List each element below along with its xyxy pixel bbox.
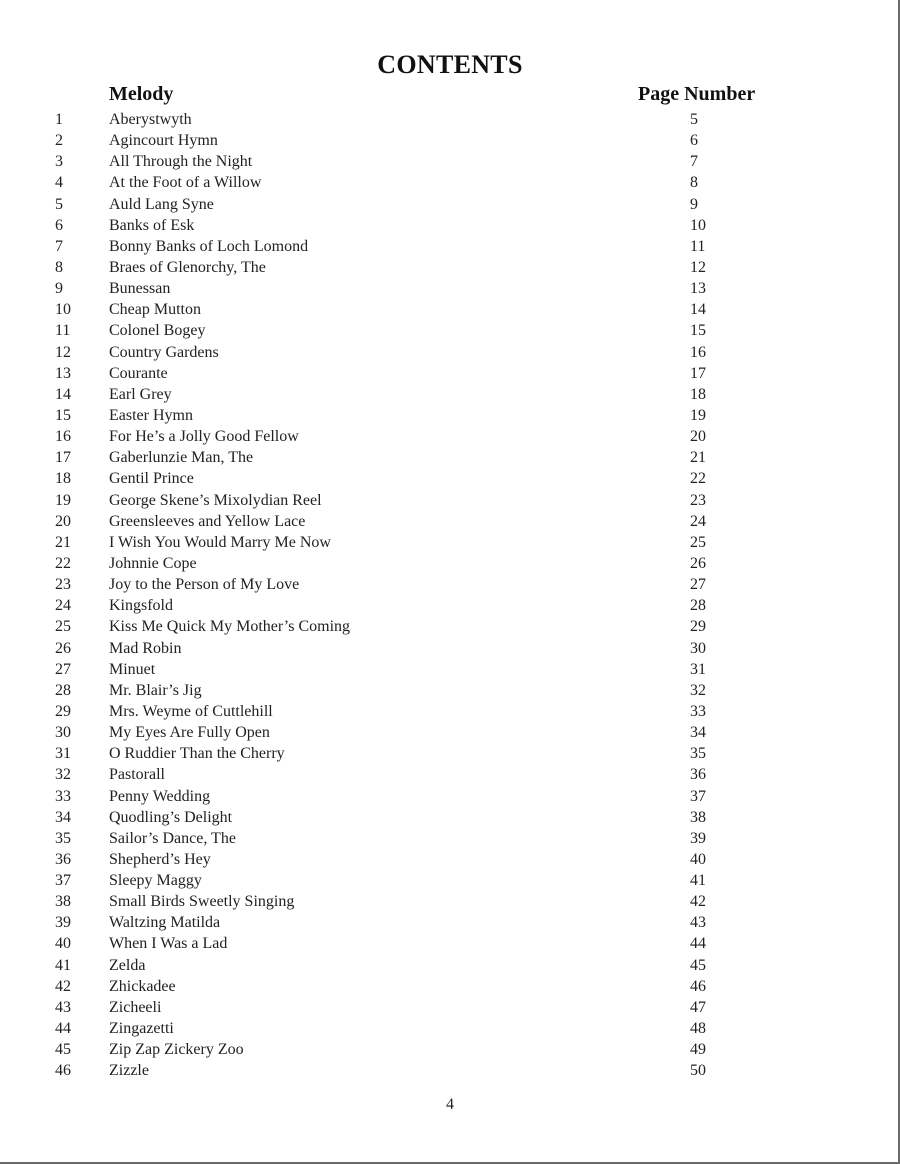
contents-row	[0, 786, 900, 807]
entry-melody-title: My Eyes Are Fully Open	[109, 724, 270, 742]
entry-page-number: 25	[690, 533, 706, 551]
entry-page-number: 38	[690, 808, 706, 826]
entry-page-number: 24	[690, 512, 706, 530]
entry-melody-title: Gentil Prince	[109, 470, 194, 488]
entry-number: 26	[55, 639, 71, 657]
contents-row	[0, 574, 900, 595]
entry-page-number: 31	[690, 660, 706, 678]
entry-number: 35	[55, 829, 71, 847]
entry-page-number: 14	[690, 301, 706, 319]
contents-row	[0, 342, 900, 363]
contents-row	[0, 1039, 900, 1060]
entry-melody-title: O Ruddier Than the Cherry	[109, 745, 285, 763]
entry-page-number: 11	[690, 237, 706, 255]
entry-number: 34	[55, 808, 71, 826]
entry-melody-title: Shepherd’s Hey	[109, 850, 211, 868]
entry-melody-title: Joy to the Person of My Love	[109, 576, 300, 594]
entry-page-number: 16	[690, 343, 706, 361]
entry-melody-title: Aberystwyth	[109, 111, 192, 128]
contents-list	[0, 109, 900, 1081]
entry-page-number: 17	[690, 364, 706, 382]
entry-number: 20	[55, 512, 71, 530]
entry-melody-title: George Skene’s Mixolydian Reel	[109, 491, 322, 509]
entry-melody-title: Small Birds Sweetly Singing	[109, 893, 295, 911]
entry-melody-title: At the Foot of a Willow	[109, 174, 262, 192]
entry-page-number: 12	[690, 258, 706, 276]
entry-page-number: 47	[690, 998, 706, 1016]
entry-number: 4	[55, 174, 63, 192]
contents-row	[0, 659, 900, 680]
contents-row	[0, 828, 900, 849]
contents-row	[0, 363, 900, 384]
contents-row	[0, 891, 900, 912]
entry-number: 14	[55, 385, 71, 403]
entry-page-number: 27	[690, 576, 706, 594]
page-number-column-header: Page Number	[638, 83, 756, 105]
entry-page-number: 9	[690, 195, 698, 213]
entry-page-number: 30	[690, 639, 706, 657]
entry-melody-title: I Wish You Would Marry Me Now	[109, 533, 331, 551]
entry-melody-title: Greensleeves and Yellow Lace	[109, 512, 306, 530]
entry-number: 15	[55, 406, 71, 424]
entry-page-number: 44	[690, 935, 706, 953]
entry-melody-title: Bonny Banks of Loch Lomond	[109, 237, 309, 255]
entry-melody-title: Courante	[109, 364, 168, 382]
entry-page-number: 21	[690, 449, 706, 467]
entry-number: 46	[55, 1062, 71, 1080]
entry-melody-title: Bunessan	[109, 280, 171, 298]
entry-melody-title: Cheap Mutton	[109, 301, 201, 319]
entry-number: 2	[55, 132, 63, 150]
entry-page-number: 35	[690, 745, 706, 763]
contents-row	[0, 849, 900, 870]
contents-row	[0, 997, 900, 1018]
entry-page-number: 37	[690, 787, 706, 805]
contents-row	[0, 701, 900, 722]
entry-page-number: 13	[690, 280, 706, 298]
entry-number: 5	[55, 195, 63, 213]
contents-row	[0, 638, 900, 659]
entry-melody-title: Penny Wedding	[109, 787, 211, 805]
contents-row	[0, 511, 900, 532]
contents-row	[0, 236, 900, 257]
entry-melody-title: Minuet	[109, 660, 156, 678]
contents-row	[0, 257, 900, 278]
entry-number: 40	[55, 935, 71, 953]
contents-row	[0, 595, 900, 616]
contents-row	[0, 616, 900, 637]
entry-number: 45	[55, 1041, 71, 1059]
entry-number: 36	[55, 850, 71, 868]
contents-row	[0, 172, 900, 193]
entry-page-number: 43	[690, 914, 706, 932]
entry-page-number: 48	[690, 1020, 706, 1038]
contents-row	[0, 426, 900, 447]
contents-row	[0, 320, 900, 341]
contents-row	[0, 151, 900, 172]
entry-page-number: 20	[690, 428, 706, 446]
contents-row	[0, 194, 900, 215]
page-title: CONTENTS	[377, 50, 523, 79]
contents-row	[0, 490, 900, 511]
entry-number: 33	[55, 787, 71, 805]
melody-column-header: Melody	[109, 83, 174, 105]
entry-number: 11	[55, 322, 71, 340]
contents-row	[0, 278, 900, 299]
entry-melody-title: Mrs. Weyme of Cuttlehill	[109, 702, 273, 720]
entry-melody-title: For He’s a Jolly Good Fellow	[109, 428, 299, 446]
contents-row	[0, 384, 900, 405]
entry-page-number: 45	[690, 956, 706, 974]
entry-number: 19	[55, 491, 71, 509]
entry-melody-title: Zicheeli	[109, 998, 162, 1016]
entry-page-number: 34	[690, 724, 706, 742]
entry-page-number: 28	[690, 597, 706, 615]
entry-melody-title: Easter Hymn	[109, 406, 193, 424]
entry-page-number: 23	[690, 491, 706, 509]
entry-page-number: 36	[690, 766, 706, 784]
contents-row	[0, 299, 900, 320]
entry-number: 31	[55, 745, 71, 763]
entry-page-number: 50	[690, 1062, 706, 1080]
entry-melody-title: Pastorall	[109, 766, 165, 784]
entry-melody-title: Mad Robin	[109, 639, 182, 657]
entry-melody-title: All Through the Night	[109, 153, 253, 171]
entry-number: 32	[55, 766, 71, 784]
contents-row	[0, 130, 900, 151]
entry-number: 41	[55, 956, 71, 974]
entry-melody-title: Zelda	[109, 956, 146, 974]
contents-row	[0, 933, 900, 954]
entry-number: 18	[55, 470, 71, 488]
entry-number: 13	[55, 364, 71, 382]
entry-melody-title: Sleepy Maggy	[109, 872, 202, 890]
entry-melody-title: Kiss Me Quick My Mother’s Coming	[109, 618, 351, 636]
entry-number: 39	[55, 914, 71, 932]
entry-number: 17	[55, 449, 71, 467]
entry-page-number: 15	[690, 322, 706, 340]
entry-melody-title: Agincourt Hymn	[109, 132, 218, 150]
entry-melody-title: Zip Zap Zickery Zoo	[109, 1041, 244, 1059]
entry-page-number: 6	[690, 132, 698, 150]
entry-number: 10	[55, 301, 71, 319]
entry-number: 38	[55, 893, 71, 911]
entry-number: 37	[55, 872, 71, 890]
entry-number: 24	[55, 597, 71, 615]
entry-melody-title: Country Gardens	[109, 343, 219, 361]
contents-row	[0, 405, 900, 426]
entry-melody-title: Colonel Bogey	[109, 322, 206, 340]
contents-row	[0, 532, 900, 553]
entry-number: 22	[55, 554, 71, 572]
contents-row	[0, 553, 900, 574]
entry-page-number: 29	[690, 618, 706, 636]
entry-number: 9	[55, 280, 63, 298]
entry-page-number: 5	[690, 111, 698, 128]
entry-number: 27	[55, 660, 71, 678]
contents-row	[0, 1018, 900, 1039]
entry-melody-title: Braes of Glenorchy, The	[109, 258, 266, 276]
entry-melody-title: Waltzing Matilda	[109, 914, 221, 932]
entry-number: 29	[55, 702, 71, 720]
contents-row	[0, 109, 900, 130]
entry-page-number: 49	[690, 1041, 706, 1059]
entry-number: 8	[55, 258, 63, 276]
entry-page-number: 41	[690, 872, 706, 890]
entry-page-number: 10	[690, 216, 706, 234]
entry-page-number: 7	[690, 153, 698, 171]
entry-melody-title: When I Was a Lad	[109, 935, 228, 953]
contents-row	[0, 807, 900, 828]
entry-page-number: 39	[690, 829, 706, 847]
entry-number: 42	[55, 977, 71, 995]
entry-number: 1	[55, 111, 63, 128]
entry-melody-title: Auld Lang Syne	[109, 195, 214, 213]
entry-page-number: 8	[690, 174, 698, 192]
entry-page-number: 18	[690, 385, 706, 403]
entry-number: 28	[55, 681, 71, 699]
entry-number: 3	[55, 153, 63, 171]
contents-row	[0, 680, 900, 701]
entry-number: 44	[55, 1020, 71, 1038]
contents-row	[0, 447, 900, 468]
entry-number: 30	[55, 724, 71, 742]
entry-melody-title: Earl Grey	[109, 385, 172, 403]
entry-melody-title: Gaberlunzie Man, The	[109, 449, 254, 467]
entry-number: 25	[55, 618, 71, 636]
entry-number: 43	[55, 998, 71, 1016]
contents-row	[0, 468, 900, 489]
entry-page-number: 42	[690, 893, 706, 911]
entry-page-number: 40	[690, 850, 706, 868]
entry-page-number: 26	[690, 554, 706, 572]
entry-melody-title: Kingsfold	[109, 597, 173, 615]
entry-number: 12	[55, 343, 71, 361]
entry-melody-title: Mr. Blair’s Jig	[109, 681, 202, 699]
entry-page-number: 33	[690, 702, 706, 720]
page-folio: 4	[446, 1096, 454, 1113]
entry-melody-title: Zhickadee	[109, 977, 176, 995]
entry-melody-title: Banks of Esk	[109, 216, 195, 234]
contents-row	[0, 764, 900, 785]
contents-row	[0, 912, 900, 933]
contents-row	[0, 870, 900, 891]
contents-row	[0, 1060, 900, 1081]
entry-page-number: 22	[690, 470, 706, 488]
entry-number: 16	[55, 428, 71, 446]
entry-page-number: 32	[690, 681, 706, 699]
entry-melody-title: Sailor’s Dance, The	[109, 829, 236, 847]
contents-row	[0, 976, 900, 997]
entry-page-number: 19	[690, 406, 706, 424]
contents-row	[0, 215, 900, 236]
entry-melody-title: Zingazetti	[109, 1020, 174, 1038]
entry-melody-title: Johnnie Cope	[109, 554, 197, 572]
entry-melody-title: Quodling’s Delight	[109, 808, 233, 826]
entry-number: 23	[55, 576, 71, 594]
entry-number: 7	[55, 237, 63, 255]
entry-page-number: 46	[690, 977, 706, 995]
contents-row	[0, 955, 900, 976]
entry-number: 6	[55, 216, 63, 234]
contents-row	[0, 722, 900, 743]
entry-melody-title: Zizzle	[109, 1062, 149, 1080]
contents-row	[0, 743, 900, 764]
entry-number: 21	[55, 533, 71, 551]
